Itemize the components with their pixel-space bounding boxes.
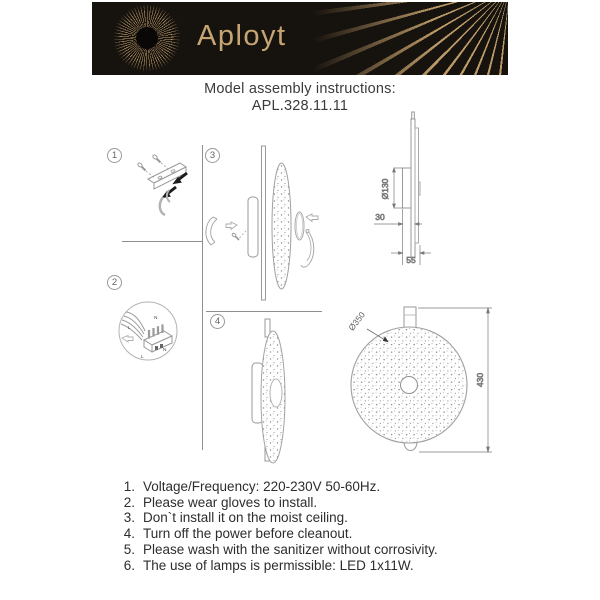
svg-text:55: 55 — [406, 255, 416, 265]
step-1-badge: 1 — [107, 148, 122, 163]
item-number: 2. — [123, 494, 135, 510]
step-2-drawing-wiring — [116, 298, 182, 366]
page-title: Model assembly instructions: — [204, 81, 396, 97]
list-item — [92, 479, 522, 495]
screw-icon — [152, 154, 168, 169]
brand-header — [92, 2, 508, 75]
list-item — [92, 510, 522, 526]
direction-arrow-icon — [306, 214, 318, 222]
instructions-list — [92, 479, 522, 573]
item-number: 6. — [123, 557, 135, 573]
dimension-side-view — [360, 105, 438, 270]
step-2-badge: 2 — [107, 275, 122, 290]
item-number: 4. — [123, 526, 135, 542]
screw-icon — [137, 162, 154, 177]
svg-text:Ø130: Ø130 — [380, 178, 390, 200]
list-item — [92, 558, 522, 574]
screw-icon — [232, 231, 246, 240]
step-4-drawing-assembled — [248, 315, 298, 467]
curved-bracket — [206, 217, 217, 245]
driver-box — [248, 197, 258, 257]
brand-name: Aployt — [197, 20, 287, 52]
item-text: The use of lamps is permissible: LED 1x11W. — [143, 557, 414, 573]
dimension-front-view — [345, 290, 500, 462]
mounting-rail — [262, 146, 266, 300]
step-3-drawing-exploded — [203, 143, 325, 305]
svg-text:430: 430 — [475, 372, 485, 388]
step-3-badge: 3 — [205, 148, 220, 163]
model-number: APL.328.11.11 — [251, 98, 349, 114]
list-item — [92, 542, 522, 558]
step-4-badge: 4 — [210, 314, 225, 329]
center-hole — [401, 377, 418, 394]
item-number: 5. — [123, 541, 135, 557]
item-number: 1. — [123, 479, 135, 494]
driver-box — [403, 168, 412, 208]
insert-arrow-icon — [163, 187, 177, 198]
rail-cap — [412, 112, 415, 119]
wire-label: L — [141, 355, 144, 360]
item-text: Please wash with the sanitizer without corrosivity. — [143, 541, 438, 557]
item-text: Don`t install it on the moist ceiling. — [143, 510, 348, 526]
wire-label: L — [128, 326, 131, 331]
step-1-drawing-bracket — [120, 148, 205, 243]
direction-arrow-icon — [226, 222, 237, 230]
wire-label: N — [163, 348, 167, 353]
item-number: 3. — [123, 510, 135, 526]
disc-edge — [415, 128, 419, 243]
list-item — [92, 526, 522, 542]
svg-text:30: 30 — [375, 212, 385, 222]
item-text: Voltage/Frequency: 220-230V 50-60Hz. — [143, 479, 381, 494]
starburst-core — [136, 27, 158, 49]
dim-0130 — [380, 168, 403, 208]
decorative-rays — [303, 2, 508, 75]
rod-stub — [404, 307, 416, 328]
mounting-rail — [411, 119, 415, 258]
item-text: Please wear gloves to install. — [143, 494, 318, 510]
disc-notch — [419, 182, 421, 195]
wire-label: N — [154, 316, 158, 321]
inner-ellipse — [270, 379, 282, 407]
item-text: Turn off the power before cleanout. — [143, 526, 353, 542]
list-item — [92, 495, 522, 511]
right-horizontal-divider — [206, 311, 322, 312]
svg-text:Ø350: Ø350 — [346, 309, 367, 333]
